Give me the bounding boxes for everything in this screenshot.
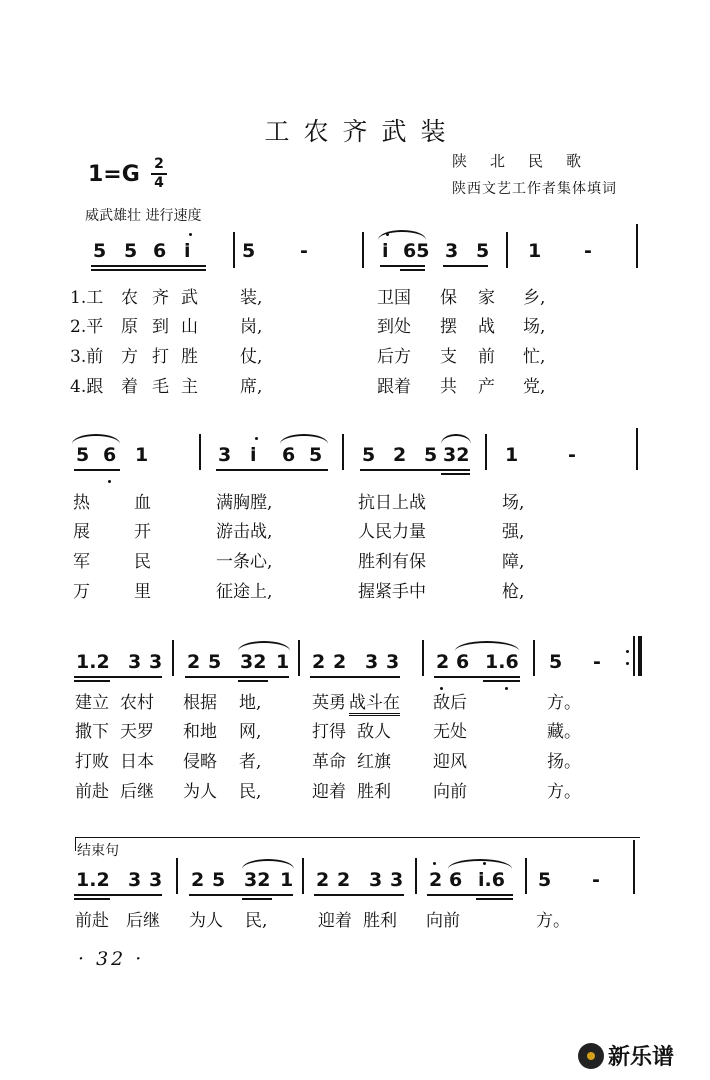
- lyric: 万: [73, 582, 90, 602]
- lyric: 扬。: [547, 752, 581, 772]
- note: 3: [149, 869, 163, 891]
- time-signature-bottom: 4: [154, 175, 164, 191]
- lyric: 迎风: [433, 752, 467, 772]
- note: 5: [549, 651, 563, 673]
- lyric: 齐: [152, 288, 169, 308]
- lyric: 天罗: [120, 722, 154, 742]
- slur: [455, 641, 519, 651]
- barline: [362, 232, 364, 268]
- lyric: 者,: [239, 752, 262, 772]
- slur: [280, 434, 328, 444]
- note: 6: [282, 444, 296, 466]
- lyric: 2.平: [70, 317, 104, 337]
- lyric: 革命: [312, 752, 346, 772]
- lyric: 胜利: [357, 782, 391, 802]
- lyric: 席,: [240, 377, 263, 397]
- beam-underline: [238, 680, 268, 682]
- slur: [448, 859, 512, 869]
- barline: [172, 640, 174, 676]
- note: 3: [390, 869, 404, 891]
- lyric: 人民力量: [358, 522, 426, 542]
- beam-underline: [360, 469, 470, 471]
- lyric: 武: [181, 288, 198, 308]
- ending-label: 结束句: [77, 843, 119, 859]
- lyric: 藏。: [547, 722, 581, 742]
- note: 3: [445, 240, 459, 262]
- lyric: 侵略: [183, 752, 217, 772]
- beam-underline: [216, 469, 328, 471]
- lyric: 场,: [523, 317, 546, 337]
- lyric: 军: [73, 552, 90, 572]
- lyric: 强,: [502, 522, 525, 542]
- barline: [302, 858, 304, 894]
- note: 2: [429, 869, 443, 891]
- barline: [298, 640, 300, 676]
- lyric: 支: [440, 347, 457, 367]
- repeat-dot: [626, 662, 629, 665]
- song-origin: 陕北民歌: [452, 152, 605, 170]
- barline: [525, 858, 527, 894]
- note: 1.2: [76, 869, 110, 891]
- note: i.6: [478, 869, 505, 891]
- lyric: 方。: [536, 911, 570, 931]
- lyric: 主: [181, 377, 198, 397]
- note: 1: [280, 869, 294, 891]
- barline: [485, 434, 487, 470]
- lyric: 障,: [502, 552, 525, 572]
- note: 1: [135, 444, 149, 466]
- lyric: 开: [134, 522, 151, 542]
- note: i: [382, 240, 389, 262]
- lyric: 摆: [440, 317, 457, 337]
- lyric: 抗日上战: [358, 493, 426, 513]
- note: 5: [309, 444, 323, 466]
- note: 5: [93, 240, 107, 262]
- lyric: 地,: [239, 693, 262, 713]
- lyric: 敌人: [357, 722, 391, 742]
- lyric: 到处: [377, 317, 411, 337]
- lyric: 握紧手中: [358, 582, 426, 602]
- lyric: 战: [478, 317, 495, 337]
- lyric: 根据: [183, 693, 217, 713]
- note: 5: [362, 444, 376, 466]
- note: 3: [365, 651, 379, 673]
- beam-underline: [185, 676, 289, 678]
- lyric: 岗,: [240, 317, 263, 337]
- lyric: 民,: [245, 911, 268, 931]
- lyric: 英勇: [312, 693, 346, 713]
- note: 5: [212, 869, 226, 891]
- lyric: 乡,: [523, 288, 546, 308]
- lyric: 战斗在: [349, 688, 400, 716]
- note: 2: [187, 651, 201, 673]
- watermark-text: 新乐谱: [608, 1045, 675, 1070]
- beam-underline: [74, 894, 162, 896]
- beam-underline: [74, 898, 110, 900]
- lyric: 着: [121, 377, 138, 397]
- note: -: [593, 651, 601, 673]
- lyric: 血: [134, 493, 151, 513]
- barline: [415, 858, 417, 894]
- lyric: 向前: [433, 782, 467, 802]
- lyric: 建立: [75, 693, 109, 713]
- note: 2: [337, 869, 351, 891]
- lyric: 红旗: [357, 752, 391, 772]
- low-octave-dot: [108, 480, 111, 483]
- lyric: 打: [152, 347, 169, 367]
- note: 1: [276, 651, 290, 673]
- note: 65: [403, 240, 430, 262]
- note: 6: [449, 869, 463, 891]
- note: i: [250, 444, 257, 466]
- lyric: 为人: [189, 911, 223, 931]
- beam-underline: [91, 269, 206, 271]
- lyric: 1.工: [70, 288, 104, 308]
- lyric: 方。: [547, 693, 581, 713]
- note: 2: [316, 869, 330, 891]
- lyric: 游击战,: [216, 522, 273, 542]
- lyric: 热: [73, 493, 90, 513]
- time-signature: [151, 157, 167, 191]
- lyric: 原: [121, 317, 138, 337]
- lyric: 卫国: [377, 288, 411, 308]
- lyric: 共: [440, 377, 457, 397]
- high-octave-dot: [386, 233, 389, 236]
- repeat-dot: [626, 650, 629, 653]
- note: i: [184, 240, 191, 262]
- beam-underline: [242, 898, 272, 900]
- note: 6: [153, 240, 167, 262]
- lyric: 3.前: [70, 347, 104, 367]
- note: 2: [393, 444, 407, 466]
- note: 6: [103, 444, 117, 466]
- lyric: 为人: [183, 782, 217, 802]
- lyric: 党,: [523, 377, 546, 397]
- beam-underline: [74, 680, 110, 682]
- lyric: 民: [134, 552, 151, 572]
- slur: [238, 641, 290, 651]
- note: 5: [208, 651, 222, 673]
- high-octave-dot: [255, 437, 258, 440]
- lyric: 跟着: [377, 377, 411, 397]
- beam-underline: [310, 676, 400, 678]
- note: 5: [424, 444, 438, 466]
- ending-bracket-tick: [75, 837, 76, 851]
- lyric: 迎着: [318, 911, 352, 931]
- note: 1: [528, 240, 542, 262]
- barline: [176, 858, 178, 894]
- note: 32: [240, 651, 267, 673]
- note: -: [592, 869, 600, 891]
- note: 5: [124, 240, 138, 262]
- note: 2: [333, 651, 347, 673]
- lyric: 征途上,: [216, 582, 273, 602]
- lyric: 满胸膛,: [216, 493, 273, 513]
- lyric: 迎着: [312, 782, 346, 802]
- lyric: 展: [73, 522, 90, 542]
- note: 2: [312, 651, 326, 673]
- lyric: 里: [134, 582, 151, 602]
- lyric: 方。: [547, 782, 581, 802]
- beam-underline: [476, 898, 513, 900]
- barline: [636, 428, 638, 470]
- lyric: 4.跟: [70, 377, 104, 397]
- lyric: 保: [440, 288, 457, 308]
- lyric: 山: [181, 317, 198, 337]
- lyric: 后方: [377, 347, 411, 367]
- lyric: 方: [121, 347, 138, 367]
- barline: [342, 434, 344, 470]
- repeat-barline-thick: [638, 636, 642, 676]
- beam-underline: [443, 265, 488, 267]
- lyric: 前: [478, 347, 495, 367]
- beam-underline: [400, 269, 425, 271]
- high-octave-dot: [189, 233, 192, 236]
- note: 1.2: [76, 651, 110, 673]
- beam-underline: [74, 469, 120, 471]
- note: 5: [476, 240, 490, 262]
- lyric: 胜利有保: [358, 552, 426, 572]
- ending-bracket-line: [75, 837, 640, 838]
- barline: [233, 232, 235, 268]
- lyric: 敌后: [433, 693, 467, 713]
- note: -: [568, 444, 576, 466]
- beam-underline: [380, 265, 425, 267]
- lyric: 打败: [75, 752, 109, 772]
- lyric: 民,: [239, 782, 262, 802]
- note: 32: [244, 869, 271, 891]
- slur: [242, 859, 294, 869]
- note: 3: [218, 444, 232, 466]
- beam-underline: [483, 680, 520, 682]
- lyric: 无处: [433, 722, 467, 742]
- barline: [199, 434, 201, 470]
- tempo-marking: 威武雄壮 进行速度: [85, 208, 202, 224]
- beam-underline: [74, 676, 162, 678]
- lyric: 胜利: [363, 911, 397, 931]
- page-number: · 32 ·: [78, 948, 145, 970]
- beam-underline: [441, 473, 470, 475]
- watermark-logo: [578, 1040, 674, 1071]
- lyric: 场,: [502, 493, 525, 513]
- lyric: 日本: [120, 752, 154, 772]
- note: 2: [436, 651, 450, 673]
- lyric: 撒下: [75, 722, 109, 742]
- note: 3: [386, 651, 400, 673]
- lyric: 农: [121, 288, 138, 308]
- lyric: 网,: [239, 722, 262, 742]
- note: 5: [76, 444, 90, 466]
- lyricist-credit: 陕西文艺工作者集体填词: [452, 181, 617, 197]
- lyric: 一条心,: [216, 552, 273, 572]
- high-octave-dot: [433, 862, 436, 865]
- note: 5: [242, 240, 256, 262]
- slur: [441, 434, 471, 444]
- slur: [72, 434, 120, 444]
- time-signature-top: 2: [154, 156, 164, 172]
- key-signature: 1=G: [88, 162, 140, 187]
- lyric: 仗,: [240, 347, 263, 367]
- lyric: 和地: [183, 722, 217, 742]
- beam-underline: [434, 676, 520, 678]
- lyric: 枪,: [502, 582, 525, 602]
- song-title: 工农齐武装: [264, 117, 460, 146]
- repeat-barline-thin: [633, 636, 635, 676]
- beam-underline: [314, 894, 404, 896]
- note: 3: [369, 869, 383, 891]
- note: -: [584, 240, 592, 262]
- lyric: 到: [152, 317, 169, 337]
- barline: [506, 232, 508, 268]
- lyric: 前赴: [75, 782, 109, 802]
- beam-underline: [91, 265, 206, 267]
- note: 3: [128, 651, 142, 673]
- lyric: 后继: [126, 911, 160, 931]
- note: 1.6: [485, 651, 519, 673]
- note: 3: [149, 651, 163, 673]
- note: 2: [191, 869, 205, 891]
- final-barline: [633, 840, 635, 894]
- barline: [422, 640, 424, 676]
- lyric: 向前: [426, 911, 460, 931]
- lyric: 后继: [120, 782, 154, 802]
- beam-underline: [189, 894, 293, 896]
- beam-underline: [427, 894, 513, 896]
- note: 1: [505, 444, 519, 466]
- barline: [636, 224, 638, 268]
- note: -: [300, 240, 308, 262]
- note: 5: [538, 869, 552, 891]
- note: 6: [456, 651, 470, 673]
- high-octave-dot: [483, 862, 486, 865]
- lyric: 忙,: [523, 347, 546, 367]
- low-octave-dot: [505, 687, 508, 690]
- record-icon: [578, 1043, 604, 1069]
- lyric: 胜: [181, 347, 198, 367]
- note: 3: [128, 869, 142, 891]
- lyric: 前赴: [75, 911, 109, 931]
- lyric: 农村: [120, 693, 154, 713]
- lyric: 毛: [152, 377, 169, 397]
- barline: [533, 640, 535, 676]
- lyric: 产: [478, 377, 495, 397]
- note: 32: [443, 444, 470, 466]
- lyric: 装,: [240, 288, 263, 308]
- lyric: 打得: [312, 722, 346, 742]
- lyric: 家: [478, 288, 495, 308]
